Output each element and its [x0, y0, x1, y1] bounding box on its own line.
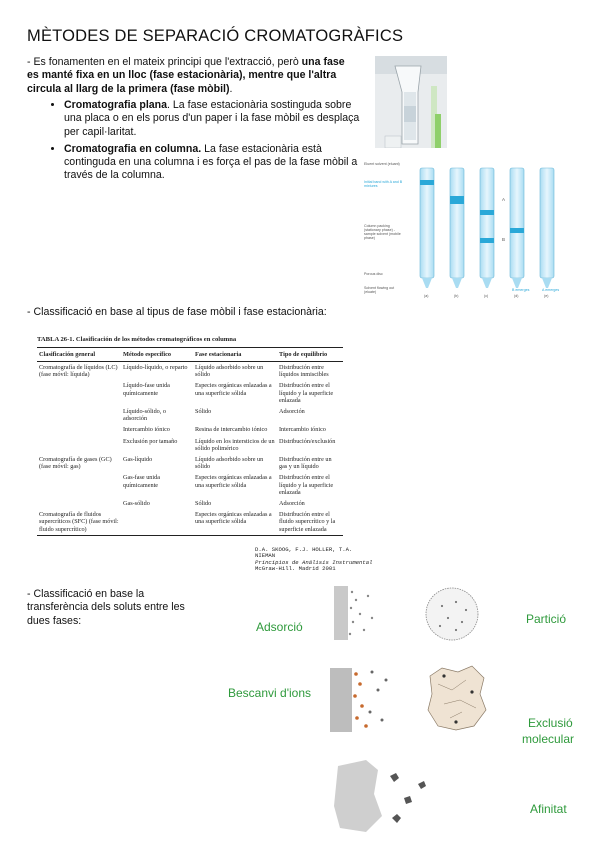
method-list [44, 99, 364, 187]
table-cell: Exclusión por tamaño [123, 437, 178, 445]
ion-exchange-drawing [330, 668, 388, 732]
table-row [37, 498, 343, 509]
table-cell: Especies orgánicas enlazadas a una superficie sólida [195, 511, 272, 526]
list-item-bold: Cromatografia en columna. [64, 142, 202, 155]
list-item-bold: Cromatografia plana [64, 99, 168, 111]
table-cell: Líquido adsorbido sobre un sólido [195, 456, 264, 471]
table-cell [37, 424, 121, 435]
intro-paragraph [27, 56, 349, 96]
table-header: Método específico [121, 348, 193, 362]
table-cell: Distribución entre el líquido y la superficie enlazada [279, 382, 334, 404]
table-row [37, 454, 343, 472]
table-cell: Distribución entre líquidos inmiscibles [279, 364, 329, 379]
table-cell: Especies orgánicas enlazadas a una superficie sólida [195, 382, 272, 397]
label-eluent: Eluent solvent (eluant) [364, 162, 400, 166]
table-cell: Intercambio iónico [279, 426, 326, 434]
column-c [480, 168, 494, 288]
intro-end: . [229, 82, 233, 95]
table-cell: Gas-sólido [123, 500, 150, 508]
table-row [37, 406, 343, 424]
table-reference [255, 547, 375, 572]
stage-label-d: (d) [514, 294, 519, 298]
table-caption [37, 336, 347, 343]
table-cell [37, 406, 121, 424]
table-cell [37, 436, 121, 454]
table-row [37, 472, 343, 498]
table-cell: Distribución entre el fluido supercrítico y la superficie enlazada [279, 511, 336, 533]
table-cell: Gas-fase unida químicamente [123, 474, 160, 489]
table-cell: Intercambio iónico [123, 426, 170, 434]
table-cell: Adsorción [279, 500, 305, 508]
table-row [37, 362, 343, 381]
table-caption-number: TABLA 26-1. [37, 336, 75, 343]
stage-label-b: (b) [454, 294, 459, 298]
label-eluate: Solvent flowing out (eluate) [364, 286, 395, 294]
table-cell [37, 380, 121, 406]
stage-label-a: (a) [424, 294, 429, 298]
mechanism-label-adsorcio: Adsorció [256, 620, 303, 634]
mechanisms-figure [222, 580, 592, 842]
table-body [37, 362, 343, 536]
page-title: MÈTODES DE SEPARACIÓ CROMATOGRÀFICS [27, 27, 404, 45]
column-diagram [360, 152, 570, 302]
table-header: Clasificación general [37, 348, 121, 362]
reference-publisher: McGraw-Hill. Madrid 2001 [255, 564, 336, 572]
reference-title: Principios de Análisis Instrumental [255, 558, 373, 566]
table-cell [37, 472, 121, 498]
label-packing: Column packing (stationary phase) - sample solvent (mobile phase) [364, 224, 401, 240]
table-cell: Sólido [195, 500, 212, 508]
list-item-planar [64, 99, 364, 139]
classification-table [37, 336, 373, 572]
table-cell: Cromatografía de fluidos supercríticos (SFC) (fase móvil: fluido supercrítico) [39, 511, 119, 533]
table-cell: Resina de intercambio iónico [195, 426, 268, 434]
band-label-a: A [502, 197, 506, 202]
table-header: Fase estacionaria [193, 348, 277, 362]
table-cell: Distribución entre el líquido y la superficie enlazada [279, 474, 334, 496]
classification-phase-heading: - Classificació en base al tipus de fase mòbil i fase estacionària: [27, 306, 327, 318]
size-exclusion-drawing [428, 666, 486, 730]
mechanism-label-exclusio-2: molecular [522, 732, 575, 746]
table-caption-text: Clasificación de los métodos cromatográficos en columna [75, 336, 237, 343]
affinity-drawing [334, 760, 426, 832]
column-a [420, 168, 434, 288]
column-b [450, 168, 464, 288]
table-cell: Líquido en los intersticios de un sólido polimérico [195, 437, 275, 452]
table-cell [121, 509, 193, 535]
mechanism-label-particio: Partició [526, 612, 567, 626]
list-item-column [64, 143, 364, 183]
table-cell: Líquido adsorbido sobre un sólido [195, 364, 264, 379]
elute-label-b: B emerges [512, 288, 530, 292]
label-porous-disc: Porous disc [364, 272, 383, 276]
mechanism-label-afinitat: Afinitat [530, 802, 567, 816]
reference-authors: D.A. SKOOG, F.J. HOLLER, T.A. NIEMAN [255, 546, 353, 560]
mechanism-label-bescanvi: Bescanvi d'ions [228, 686, 312, 700]
stage-label-c: (c) [484, 294, 489, 298]
table-cell: Líquido-sólido, o adsorción [123, 408, 166, 423]
list-item-text: La fase estacionària està continguda en una columna i es força el pas de la fase mòbil a través de la columna. [64, 142, 358, 182]
table-header: Tipo de equilibrio [277, 348, 343, 362]
table-cell: Líquido-fase unida químicamente [123, 382, 170, 397]
table-row [37, 509, 343, 535]
partition-drawing [426, 588, 478, 640]
table-cell: Especies orgánicas enlazadas a una superficie sólida [195, 474, 272, 489]
table-cell: Gas-líquido [123, 456, 153, 464]
elute-label-a: A emerges [542, 288, 560, 292]
intro-bold: una fase es manté fixa en un lloc (fase estacionària), mentre que l'altra circula al llarg de la primera (fase mòbil) [27, 56, 345, 95]
table-row [37, 436, 343, 454]
table-cell [37, 498, 121, 509]
band-label-b: B [502, 237, 506, 242]
list-item-text: . La fase estacionària sostinguda sobre una placa o en els porus d'un paper i la fase mòbil es desplaça per capil·laritat. [64, 99, 360, 138]
table-row [37, 380, 343, 406]
stage-label-e: (e) [544, 294, 549, 298]
mechanism-label-exclusio: Exclusió [528, 716, 573, 730]
columns-svg [416, 166, 566, 302]
table-cell: Cromatografía de gases (GC) (fase móvil: gas) [39, 456, 112, 471]
column-e [540, 168, 554, 288]
table-header-row [37, 348, 343, 362]
table-row [37, 424, 343, 435]
table-cell: Sólido [195, 408, 212, 416]
column-d [510, 168, 524, 288]
intro-normal: - Es fonamenten en el mateix principi que l'extracció, però [27, 56, 302, 68]
glass-column-photo [375, 56, 447, 148]
label-initial-band: Initial band with A and B mixtures [364, 180, 403, 188]
table-cell: Líquido-líquido, o reparto [123, 364, 188, 371]
table-cell: Distribución entre un gas y un líquido [279, 456, 332, 471]
classification-transfer-heading: - Classificació en base la transferència dels soluts entre les dues fases: [27, 588, 185, 627]
table-cell: Cromatografía de líquidos (LC) (fase móvil: líquida) [39, 364, 118, 379]
table [37, 347, 343, 536]
table-cell: Adsorción [279, 408, 305, 416]
table-cell: Distribución/exclusión [279, 437, 336, 445]
adsorption-drawing [334, 586, 373, 640]
